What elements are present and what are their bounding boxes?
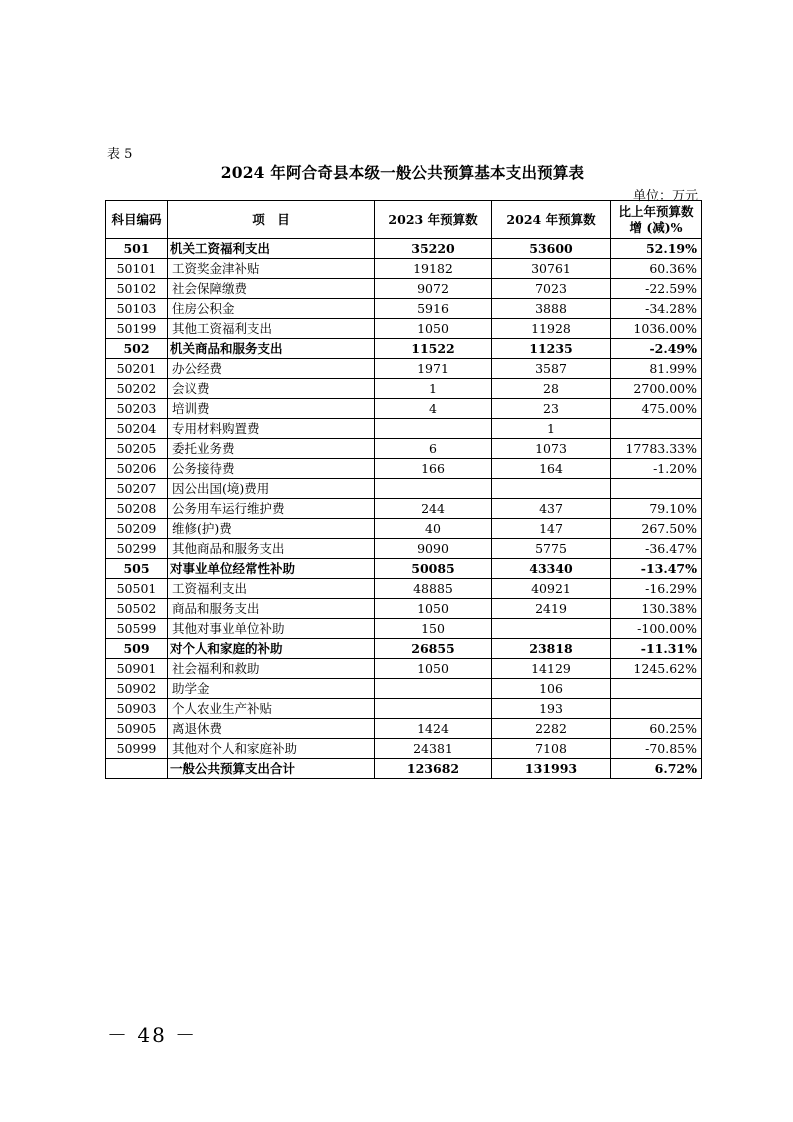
cell-item: 商品和服务支出: [168, 599, 375, 619]
table-row: [106, 459, 702, 479]
cell-2023: 150: [375, 619, 492, 639]
cell-2023: 26855: [375, 639, 492, 659]
cell-2023: 1050: [375, 659, 492, 679]
cell-code: 50905: [106, 719, 168, 739]
cell-2024: 1: [492, 419, 611, 439]
budget-table: [105, 200, 702, 779]
cell-2024: 1073: [492, 439, 611, 459]
cell-2023: 1050: [375, 599, 492, 619]
cell-2024: 2419: [492, 599, 611, 619]
cell-code: 509: [106, 639, 168, 659]
cell-item: 社会保障缴费: [168, 279, 375, 299]
cell-code: 501: [106, 239, 168, 259]
header-2023: 2023 年预算数: [375, 201, 492, 239]
cell-change: -22.59%: [611, 279, 702, 299]
cell-code: 50999: [106, 739, 168, 759]
table-row: [106, 499, 702, 519]
cell-change: 17783.33%: [611, 439, 702, 459]
cell-code: 50208: [106, 499, 168, 519]
cell-2024: 147: [492, 519, 611, 539]
header-item: 项 目: [168, 201, 375, 239]
cell-change: -70.85%: [611, 739, 702, 759]
cell-code: 50599: [106, 619, 168, 639]
table-row: [106, 379, 702, 399]
cell-2023: [375, 699, 492, 719]
table-body: [106, 239, 702, 779]
table-row: [106, 599, 702, 619]
cell-2023: 4: [375, 399, 492, 419]
cell-change: [611, 479, 702, 499]
cell-2024: 11928: [492, 319, 611, 339]
cell-item: 专用材料购置费: [168, 419, 375, 439]
cell-2024: 11235: [492, 339, 611, 359]
cell-2024: 3888: [492, 299, 611, 319]
cell-item: 会议费: [168, 379, 375, 399]
cell-code: 50205: [106, 439, 168, 459]
cell-code: 50204: [106, 419, 168, 439]
cell-change: [611, 699, 702, 719]
cell-item: 机关工资福利支出: [168, 239, 375, 259]
cell-change: 1245.62%: [611, 659, 702, 679]
cell-2023: 244: [375, 499, 492, 519]
cell-2023: 166: [375, 459, 492, 479]
cell-2024: 193: [492, 699, 611, 719]
cell-item: 对个人和家庭的补助: [168, 639, 375, 659]
table-row: [106, 679, 702, 699]
cell-2023: 50085: [375, 559, 492, 579]
header-change: [611, 201, 702, 239]
cell-2023: 6: [375, 439, 492, 459]
cell-2024: 53600: [492, 239, 611, 259]
cell-item: 办公经费: [168, 359, 375, 379]
cell-2024: 7023: [492, 279, 611, 299]
cell-item: 培训费: [168, 399, 375, 419]
table-row-category: [106, 239, 702, 259]
cell-code: 505: [106, 559, 168, 579]
table-row: [106, 419, 702, 439]
cell-item: 社会福利和救助: [168, 659, 375, 679]
document-title: 2024 年阿合奇县本级一般公共预算基本支出预算表: [220, 163, 585, 182]
cell-2024: 164: [492, 459, 611, 479]
cell-2024: 5775: [492, 539, 611, 559]
page-number: － 48 －: [107, 1023, 198, 1047]
cell-2023: [375, 419, 492, 439]
cell-item: 其他工资福利支出: [168, 319, 375, 339]
cell-2023: 24381: [375, 739, 492, 759]
table-row: [106, 659, 702, 679]
cell-change: [611, 419, 702, 439]
cell-item: 其他对事业单位补助: [168, 619, 375, 639]
cell-change: -34.28%: [611, 299, 702, 319]
header-change-line2: 增 (减)%: [629, 219, 683, 235]
cell-item: 工资福利支出: [168, 579, 375, 599]
table-row: [106, 399, 702, 419]
table-row-category: [106, 339, 702, 359]
cell-change: -16.29%: [611, 579, 702, 599]
cell-item: 住房公积金: [168, 299, 375, 319]
cell-code: 50501: [106, 579, 168, 599]
cell-2023: 1: [375, 379, 492, 399]
cell-2023: 19182: [375, 259, 492, 279]
cell-code: [106, 759, 168, 779]
table-row: [106, 539, 702, 559]
cell-item: 公务接待费: [168, 459, 375, 479]
cell-change: -11.31%: [611, 639, 702, 659]
cell-change: 130.38%: [611, 599, 702, 619]
cell-item: 其他对个人和家庭补助: [168, 739, 375, 759]
cell-code: 50203: [106, 399, 168, 419]
table-row: [106, 359, 702, 379]
cell-change: 6.72%: [611, 759, 702, 779]
cell-2023: 1424: [375, 719, 492, 739]
cell-code: 50502: [106, 599, 168, 619]
cell-2024: 3587: [492, 359, 611, 379]
cell-change: 60.36%: [611, 259, 702, 279]
cell-item: 一般公共预算支出合计: [168, 759, 375, 779]
header-2024: 2024 年预算数: [492, 201, 611, 239]
cell-2023: 1971: [375, 359, 492, 379]
cell-code: 50902: [106, 679, 168, 699]
cell-code: 50299: [106, 539, 168, 559]
cell-item: 对事业单位经常性补助: [168, 559, 375, 579]
cell-item: 其他商品和服务支出: [168, 539, 375, 559]
cell-2024: [492, 619, 611, 639]
cell-2023: 11522: [375, 339, 492, 359]
cell-code: 50209: [106, 519, 168, 539]
cell-change: 52.19%: [611, 239, 702, 259]
cell-code: 50102: [106, 279, 168, 299]
cell-2023: 40: [375, 519, 492, 539]
cell-2024: 40921: [492, 579, 611, 599]
header-code: 科目编码: [106, 201, 168, 239]
cell-code: 50903: [106, 699, 168, 719]
cell-2024: 28: [492, 379, 611, 399]
cell-2023: 123682: [375, 759, 492, 779]
cell-2023: 1050: [375, 319, 492, 339]
cell-2024: 14129: [492, 659, 611, 679]
cell-2023: 5916: [375, 299, 492, 319]
cell-code: 50901: [106, 659, 168, 679]
cell-2024: 43340: [492, 559, 611, 579]
cell-2024: 131993: [492, 759, 611, 779]
cell-change: -13.47%: [611, 559, 702, 579]
table-row: [106, 479, 702, 499]
cell-code: 50201: [106, 359, 168, 379]
cell-change: 267.50%: [611, 519, 702, 539]
cell-code: 50101: [106, 259, 168, 279]
cell-2024: [492, 479, 611, 499]
table-header-row: [106, 201, 702, 239]
cell-change: 81.99%: [611, 359, 702, 379]
cell-2024: 23: [492, 399, 611, 419]
cell-item: 工资奖金津补贴: [168, 259, 375, 279]
table-row: [106, 319, 702, 339]
table-row: [106, 699, 702, 719]
table-row-category: [106, 639, 702, 659]
cell-change: -1.20%: [611, 459, 702, 479]
cell-2024: 437: [492, 499, 611, 519]
unit-label: 单位：万元: [632, 189, 698, 204]
cell-item: 个人农业生产补贴: [168, 699, 375, 719]
cell-item: 维修(护)费: [168, 519, 375, 539]
cell-change: -2.49%: [611, 339, 702, 359]
cell-change: 475.00%: [611, 399, 702, 419]
cell-code: 50207: [106, 479, 168, 499]
cell-code: 50199: [106, 319, 168, 339]
table-row-category: [106, 759, 702, 779]
cell-2024: 30761: [492, 259, 611, 279]
cell-item: 助学金: [168, 679, 375, 699]
cell-change: 1036.00%: [611, 319, 702, 339]
table-row: [106, 259, 702, 279]
cell-2024: 2282: [492, 719, 611, 739]
table-row: [106, 279, 702, 299]
cell-2024: 106: [492, 679, 611, 699]
cell-2024: 7108: [492, 739, 611, 759]
cell-2023: 48885: [375, 579, 492, 599]
table-row: [106, 739, 702, 759]
table-row: [106, 719, 702, 739]
cell-code: 502: [106, 339, 168, 359]
cell-2023: [375, 679, 492, 699]
cell-change: 2700.00%: [611, 379, 702, 399]
cell-item: 因公出国(境)费用: [168, 479, 375, 499]
cell-change: 79.10%: [611, 499, 702, 519]
table-row: [106, 519, 702, 539]
table-row: [106, 439, 702, 459]
cell-item: 公务用车运行维护费: [168, 499, 375, 519]
table-row: [106, 299, 702, 319]
cell-2024: 23818: [492, 639, 611, 659]
cell-2023: 35220: [375, 239, 492, 259]
cell-item: 离退休费: [168, 719, 375, 739]
cell-change: -36.47%: [611, 539, 702, 559]
cell-2023: 9072: [375, 279, 492, 299]
cell-code: 50206: [106, 459, 168, 479]
cell-item: 委托业务费: [168, 439, 375, 459]
cell-item: 机关商品和服务支出: [168, 339, 375, 359]
cell-2023: [375, 479, 492, 499]
table-number-label: 表 5: [107, 147, 133, 162]
cell-change: 60.25%: [611, 719, 702, 739]
cell-code: 50103: [106, 299, 168, 319]
cell-change: [611, 679, 702, 699]
cell-change: -100.00%: [611, 619, 702, 639]
cell-2023: 9090: [375, 539, 492, 559]
cell-code: 50202: [106, 379, 168, 399]
table-row-category: [106, 559, 702, 579]
table-row: [106, 619, 702, 639]
header-change-line1: 比上年预算数: [618, 203, 694, 219]
table-row: [106, 579, 702, 599]
